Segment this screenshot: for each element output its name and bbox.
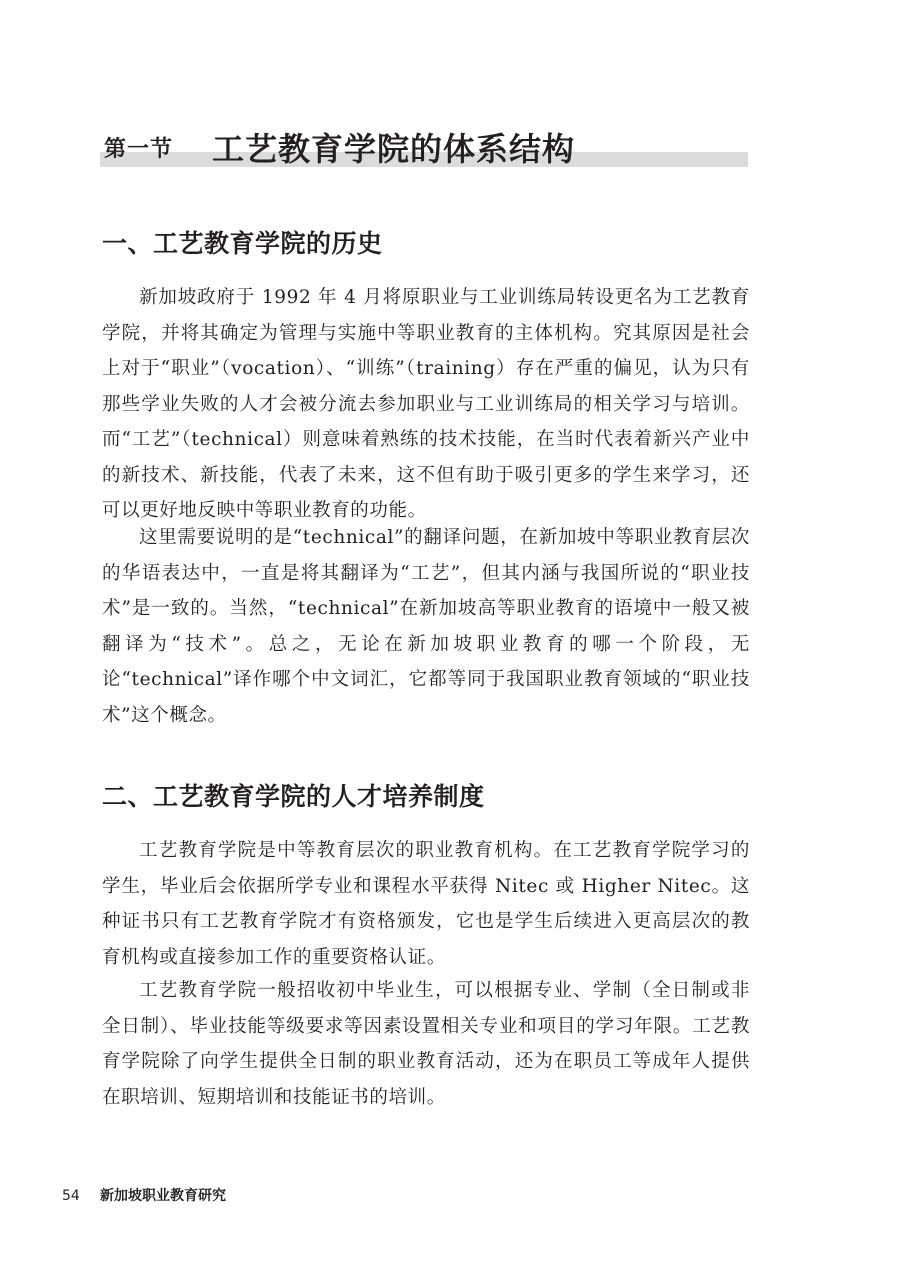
book-title: 新加坡职业教育研究 bbox=[100, 1188, 226, 1204]
part2-paragraph: 工艺教育学院一般招收初中毕业生，可以根据专业、学制（全日制或非全日制）、毕业技能等级要求等因素设置相关专业和项目的学习年限。工艺教育学院除了向学生提供全日制的职业教育活动，还为在职员工等成年人提供在职培训、短期培训和技能证书的培训。 bbox=[102, 980, 750, 1108]
section-title-block bbox=[100, 122, 748, 170]
page-footer bbox=[62, 1185, 226, 1205]
part1-heading: 一、工艺教育学院的历史 bbox=[102, 229, 383, 258]
part1-paragraph: 新加坡政府于 1992 年 4 月将原职业与工业训练局转设更名为工艺教育学院，并将其确定为管理与实施中等职业教育的主体机构。究其原因是社会上对于“职业”（vocation）、“训练”（training）存在严重的偏见，认为只有那些学业失败的人才会被分流去参加职业与工业训练局的相关学习与培训。而“工艺”（technical）则意味着熟练的技术技能，在当时代表着新兴产业中的新技术、新技能，代表了未来，这不但有助于吸引更多的学生来学习，还可以更好地反映中等职业教育的功能。 bbox=[102, 287, 750, 521]
part2-paragraph: 工艺教育学院是中等教育层次的职业教育机构。在工艺教育学院学习的学生，毕业后会依据所学专业和课程水平获得 Nitec 或 Higher Nitec。这种证书只有工艺教育学院才有资格颁发，它也是学生后续进入更高层次的教育机构或直接参加工作的重要资格认证。 bbox=[102, 840, 750, 968]
section-title: 工艺教育学院的体系结构 bbox=[212, 130, 576, 168]
part2-heading: 二、工艺教育学院的人才培养制度 bbox=[102, 782, 485, 811]
part1-paragraph: 这里需要说明的是“technical”的翻译问题，在新加坡中等职业教育层次的华语表达中，一直是将其翻译为“工艺”，但其内涵与我国所说的“职业技术”是一致的。当然，“technical”在新加坡高等职业教育的语境中一般又被翻译为“技术”。总之，无论在新加坡职业教育的哪一个阶段，无论“technical”译作哪个中文词汇，它都等同于我国职业教育领域的“职业技术”这个概念。 bbox=[102, 527, 750, 726]
section-label: 第一节 bbox=[104, 137, 174, 162]
page-number: 54 bbox=[62, 1188, 80, 1204]
